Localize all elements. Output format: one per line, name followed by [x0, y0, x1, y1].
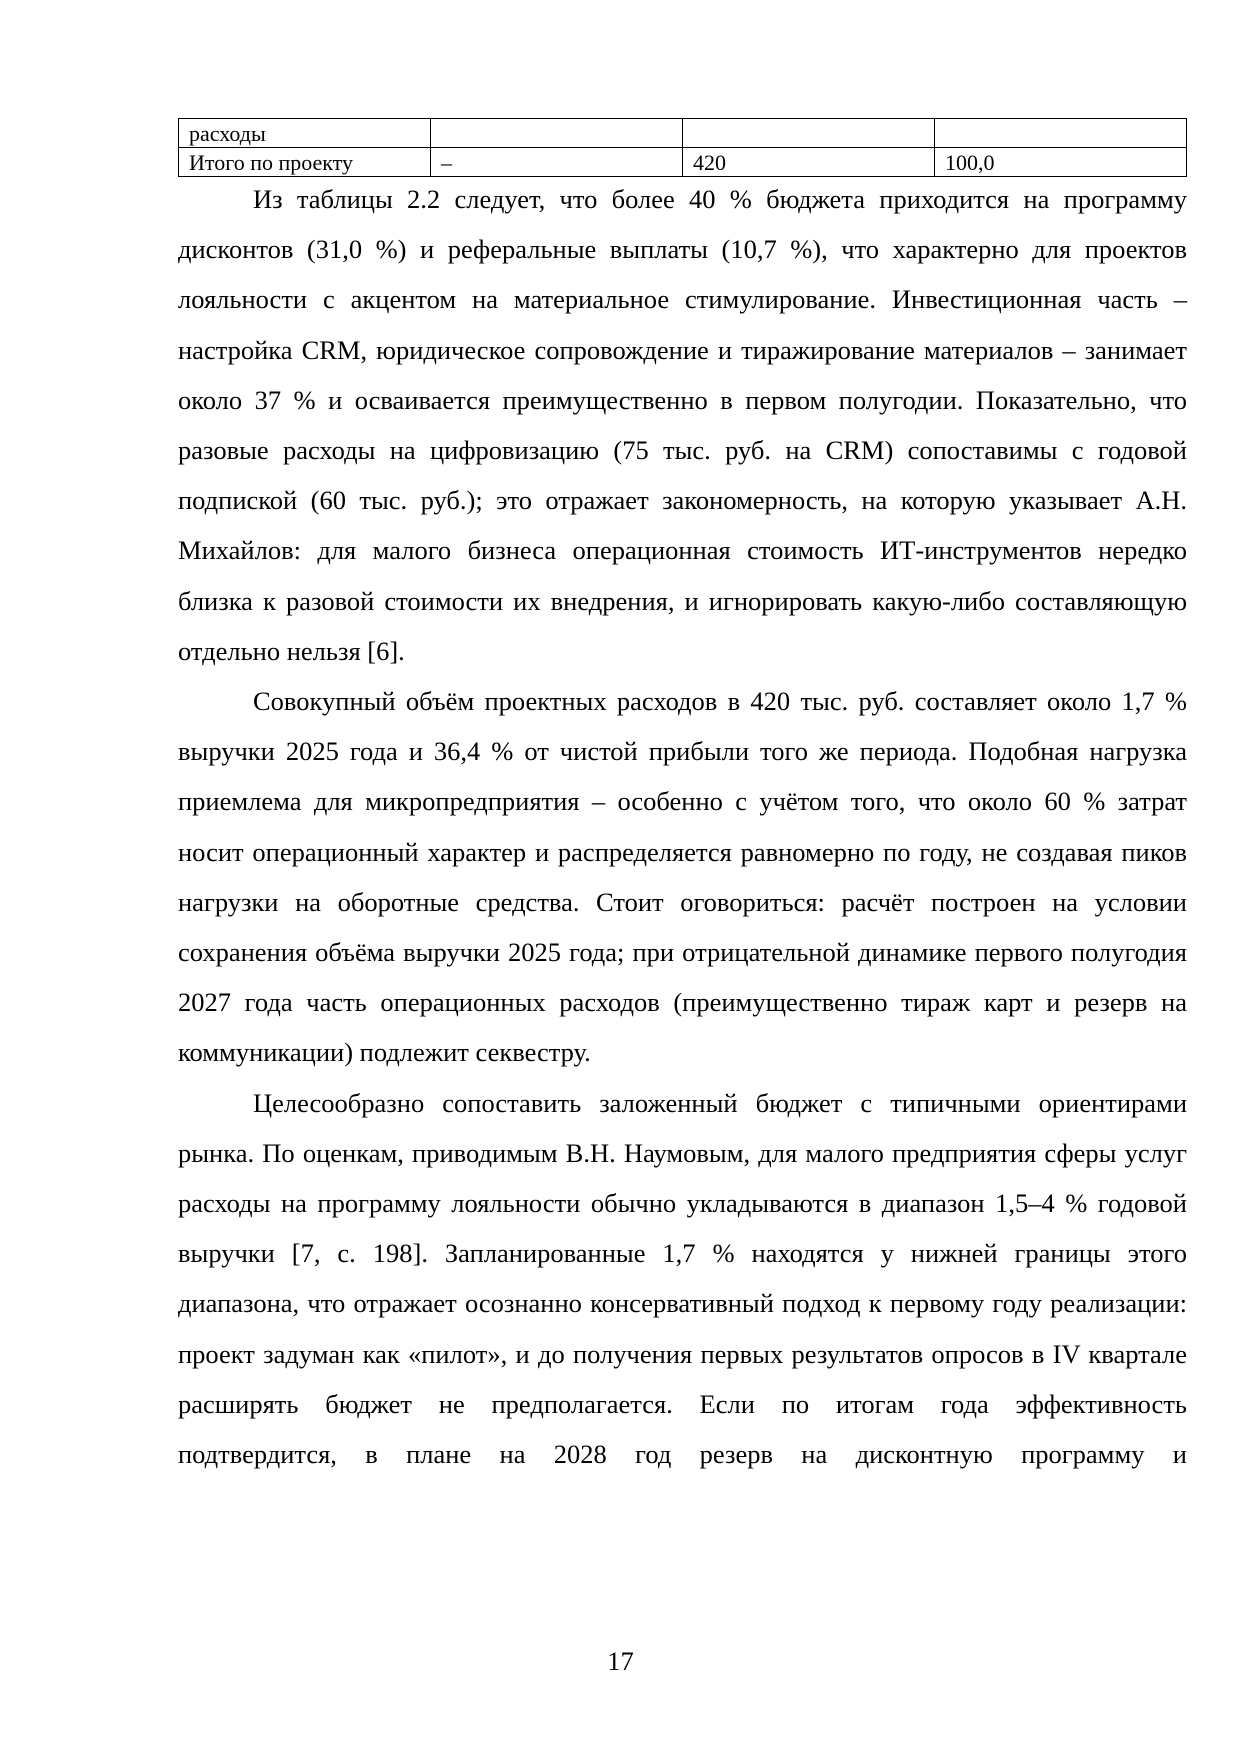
table-cell: расходы: [179, 119, 431, 148]
table-cell: Итого по проекту: [179, 148, 431, 177]
table-row-total: [179, 148, 1187, 177]
table-cell: –: [431, 148, 683, 177]
table-cell: 420: [683, 148, 935, 177]
paragraph: Целесообразно сопоставить заложенный бюджет с типичными ориентирами рынка. По оценкам, приводимым В.Н. Наумовым, для малого предприятия сферы услуг расходы на программу лояльности обычно укладываются в диапазон 1,5–4 % годовой выручки [7, с. 198]. Запланированные 1,7 % находятся у нижней границы этого диапазона, что отражает осознанно консервативный подход к первому году реализации: проект задуман как «пилот», и до получения первых результатов опросов в IV квартале расширять бюджет не предполагается. Если по итогам года эффективность подтвердится, в плане на 2028 год резерв на дисконтную программу и: [178, 1087, 1187, 1470]
table-row: [179, 119, 1187, 148]
table-cell: [935, 119, 1187, 148]
table-cell: [683, 119, 935, 148]
body-text: [178, 174, 1187, 1479]
paragraph: Совокупный объём проектных расходов в 420 тыс. руб. составляет около 1,7 % выручки 2025 года и 36,4 % от чистой прибыли того же периода. Подобная нагрузка приемлема для микропредприятия – особенно с учётом того, что около 60 % затрат носит операционный характер и распределяется равномерно по году, не создавая пиков нагрузки на оборотные средства. Стоит оговориться: расчёт построен на условии сохранения объёма выручки 2025 года; при отрицательной динамике первого полугодия 2027 года часть операционных расходов (преимущественно тираж карт и резерв на коммуникации) подлежит секвестру.: [178, 686, 1187, 1068]
table-cell: 100,0: [935, 148, 1187, 177]
budget-table-fragment: [178, 118, 1187, 177]
page-number: 17: [607, 1646, 634, 1676]
table-cell: [431, 119, 683, 148]
paragraph: Из таблицы 2.2 следует, что более 40 % бюджета приходится на программу дисконтов (31,0 %) и реферальные выплаты (10,7 %), что характерно для проектов лояльности с акцентом на материальное стимулирование. Инвестиционная часть – настройка CRM, юридическое сопровождение и тиражирование материалов – занимает около 37 % и осваивается преимущественно в первом полугодии. Показательно, что разовые расходы на цифровизацию (75 тыс. руб. на CRM) сопоставимы с годовой подпиской (60 тыс. руб.); это отражает закономерность, на которую указывает А.Н. Михайлов: для малого бизнеса операционная стоимость ИТ-инструментов нередко близка к разовой стоимости их внедрения, и игнорировать какую-либо составляющую отдельно нельзя [6].: [178, 184, 1187, 666]
